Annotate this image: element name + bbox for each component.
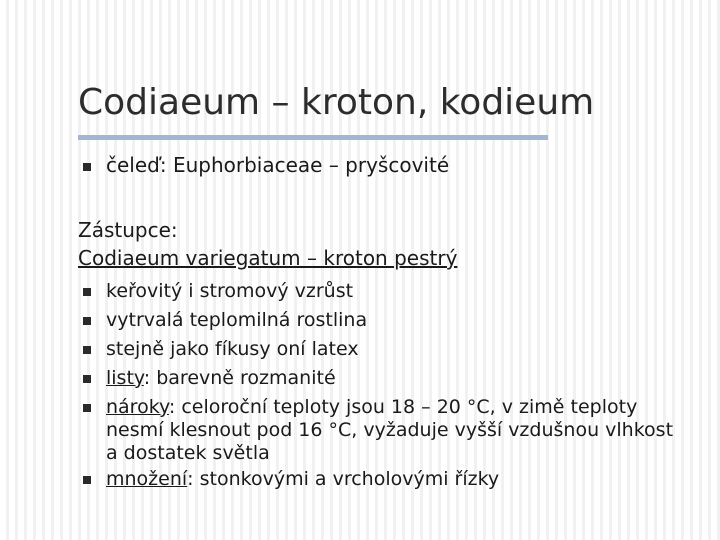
slide-title: Codiaeum – kroton, kodieum [78,82,595,123]
list-item-text: : stonkovými a vrcholovými řízky [187,468,500,490]
title-underline-rule [78,135,548,140]
list-item-text: vytrvalá teplomilná rostlina [106,309,368,331]
list-item-text: stejně jako fíkusy oní latex [106,338,359,360]
list-item-text: : barevně rozmanité [143,367,336,389]
list-item [80,338,680,361]
square-bullet-icon [83,404,91,412]
list-item-term: množení [106,468,188,490]
list-item-term: nároky [106,396,169,418]
list-item-term: listy [106,367,144,389]
list-item-text: keřovitý i stromový vzrůst [106,280,354,302]
square-bullet-icon [83,163,91,171]
square-bullet-icon [83,375,91,383]
family-text: čeleď: Euphorbiaceae – pryšcovité [106,153,450,177]
list-item [80,280,680,303]
characteristics-list [80,280,680,497]
square-bullet-icon [83,346,91,354]
list-item [80,468,680,491]
list-item [80,367,680,390]
list-item-text: : celoroční teploty jsou 18 – 20 °C, v zimě teploty nesmí klesnout pod 16 °C, vyžaduje vyšší vzdušnou vlhkost a dostatek světla [106,396,674,464]
list-item [80,309,680,332]
intro-label: Zástupce: [78,218,178,242]
square-bullet-icon [83,288,91,296]
list-item [80,396,680,465]
square-bullet-icon [83,476,91,484]
species-line: Codiaeum variegatum – kroton pestrý [78,246,458,270]
square-bullet-icon [83,317,91,325]
intro-block [78,216,457,272]
